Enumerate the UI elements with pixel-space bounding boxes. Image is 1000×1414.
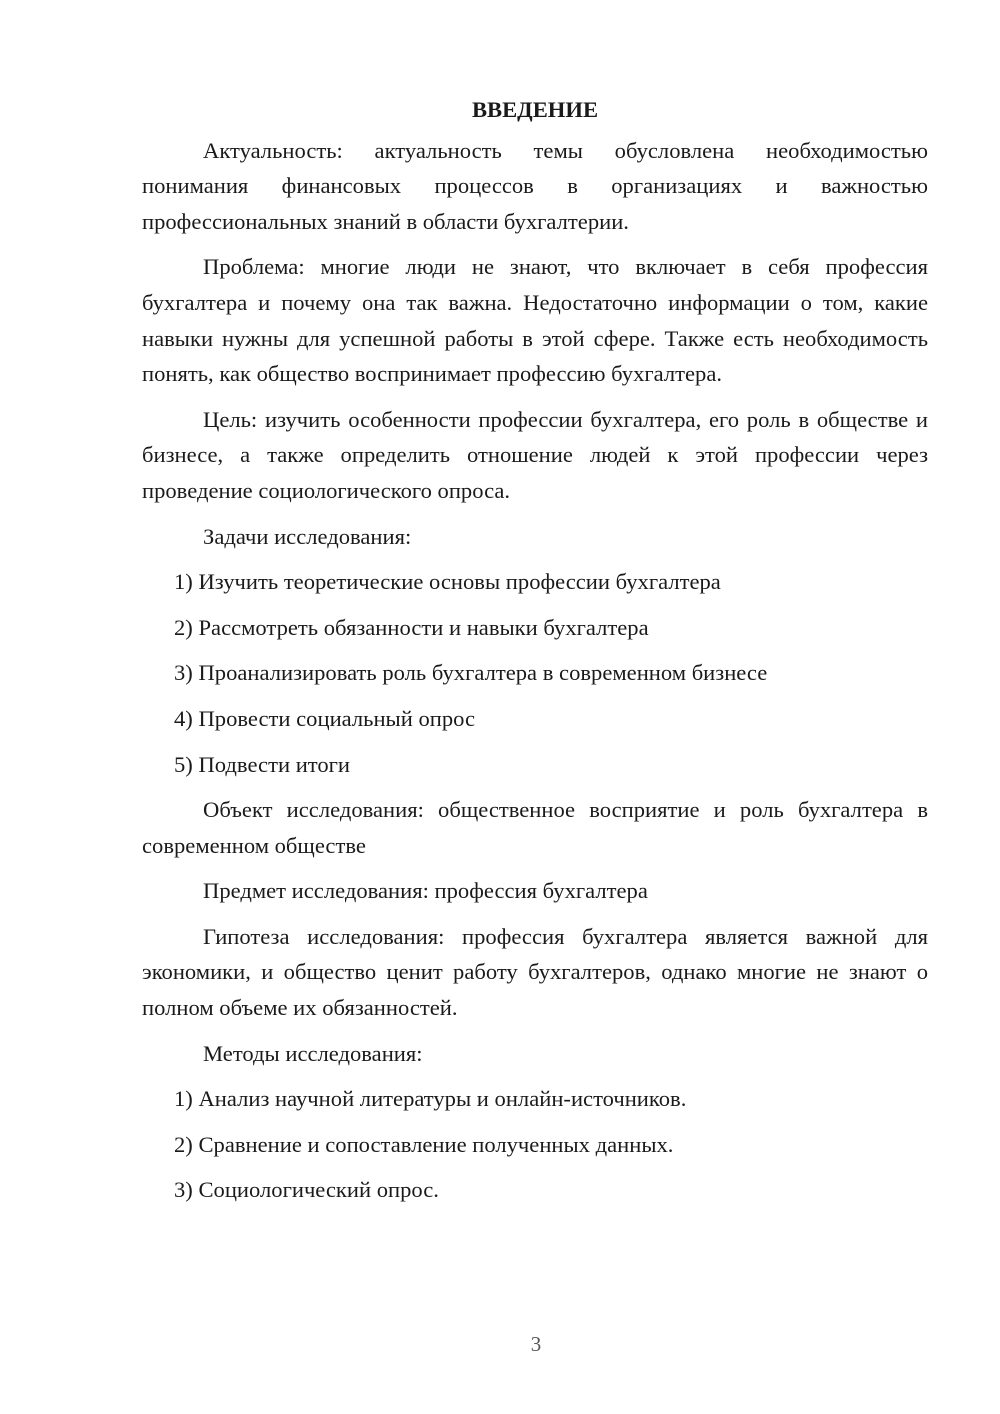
list-item: 1) Анализ научной литературы и онлайн-источников. <box>174 1086 687 1112</box>
methods-heading: Методы исследования: <box>203 1040 423 1066</box>
methods-list <box>142 1081 928 1208</box>
goal-paragraph: Цель: изучить особенности профессии бухгалтера, его роль в обществе и бизнесе, а также определить отношение людей к этой профессии через проведение социологического опроса. <box>142 406 928 503</box>
object-paragraph: Объект исследования: общественное восприятие и роль бухгалтера в современном обществе <box>142 797 928 858</box>
page-title: ВВЕДЕНИЕ <box>471 97 599 122</box>
list-item: 2) Сравнение и сопоставление полученных данных. <box>174 1131 674 1157</box>
tasks-list <box>142 564 928 782</box>
list-item: 3) Проанализировать роль бухгалтера в современном бизнесе <box>174 660 768 686</box>
list-item: 3) Социологический опрос. <box>174 1177 439 1203</box>
document-page <box>142 92 928 1218</box>
problem-paragraph: Проблема: многие люди не знают, что включает в себя профессия бухгалтера и почему она так важна. Недостаточно информации о том, какие навыки нужны для успешной работы в этой сфере. Также есть необходимость понять, как общество воспринимает профессию бухгалтера. <box>142 254 928 387</box>
hypothesis-paragraph: Гипотеза исследования: профессия бухгалтера является важной для экономики, и общество ценит работу бухгалтеров, однако многие не знают о полном объеме их обязанностей. <box>142 923 928 1021</box>
list-item: 2) Рассмотреть обязанности и навыки бухгалтера <box>174 614 649 640</box>
list-item: 1) Изучить теоретические основы профессии бухгалтера <box>174 569 721 595</box>
list-item: 4) Провести социальный опрос <box>174 705 476 731</box>
page-number: 3 <box>530 1332 542 1356</box>
subject-paragraph: Предмет исследования: профессия бухгалтера <box>203 878 648 904</box>
tasks-heading: Задачи исследования: <box>203 523 412 549</box>
relevance-paragraph: Актуальность: актуальность темы обусловлена необходимостью понимания финансовых процессов в организациях и важностью профессиональных знаний в области бухгалтерии. <box>142 137 928 234</box>
list-item: 5) Подвести итоги <box>174 751 351 777</box>
